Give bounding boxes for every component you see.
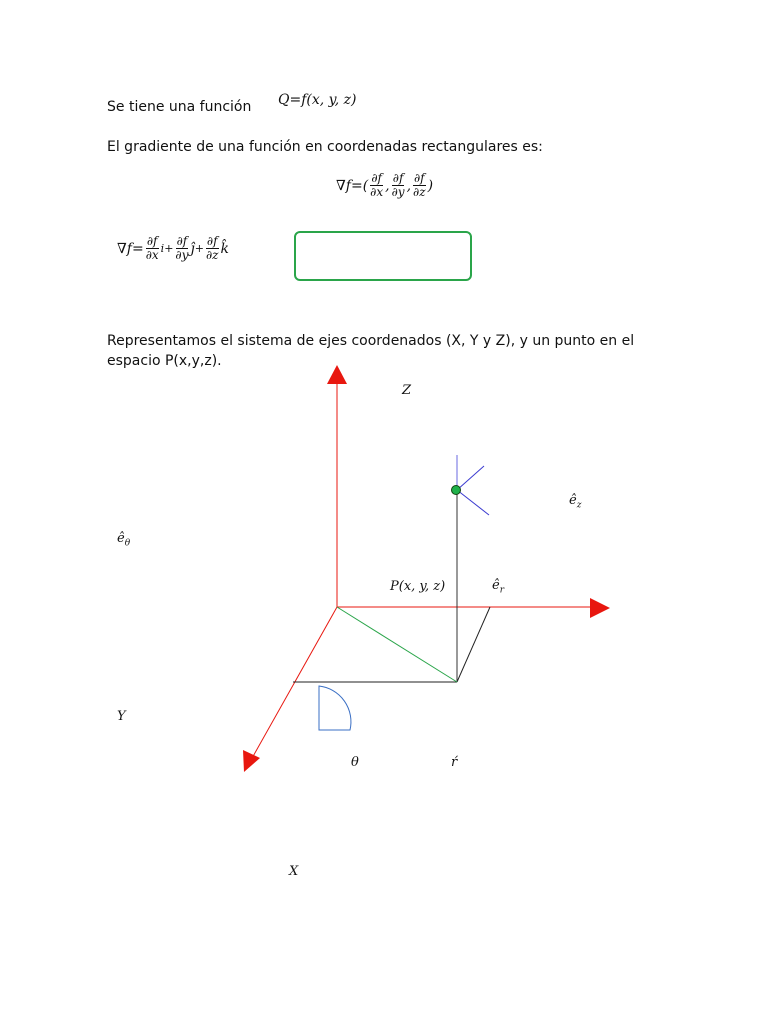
unit-vector-etheta-label (117, 531, 130, 549)
fraction-numerator: ∂f (206, 234, 218, 248)
label-point: P(x, y, z) (390, 579, 446, 594)
fraction-denominator: ∂y (175, 248, 189, 262)
fraction-numerator: ∂f (146, 234, 158, 248)
unit-vector-base: ê (117, 531, 125, 546)
description-line-1: Representamos el sistema de ejes coordenados (X, Y y Z), y un punto en el (107, 333, 635, 349)
fraction-denominator: ∂y (391, 185, 405, 199)
label-theta: θ (351, 755, 359, 770)
unit-vector-base: ê (492, 578, 500, 593)
horizontal-axis-arrowhead (590, 598, 610, 618)
intro-text: Se tiene una función (107, 99, 252, 115)
label-z-axis: Z (402, 383, 412, 398)
gradient-intro-text: El gradiente de una función en coordenadas rectangulares es: (107, 139, 543, 155)
unit-vector-er-label (492, 578, 504, 596)
comma: , (385, 177, 390, 194)
unit-vector-subscript: r (499, 585, 505, 596)
description-line-2: espacio P(x,y,z). (107, 353, 222, 369)
fraction-denominator: ∂z (205, 248, 219, 262)
unit-k: k̂ (220, 240, 229, 257)
plus-sign: + (164, 242, 174, 255)
fraction-denominator: ∂x (145, 248, 159, 262)
gradient-vector-close: ) (427, 177, 434, 194)
theta-arc (319, 686, 351, 730)
fraction-numerator: ∂f (176, 234, 188, 248)
radial-line (337, 607, 457, 682)
label-r: ŕ (451, 755, 458, 770)
unit-vector-up (457, 466, 484, 490)
unit-vector-ez-label (569, 493, 581, 511)
label-x-axis: X (289, 864, 299, 879)
fraction-numerator: ∂f (371, 171, 382, 185)
unit-vector-base: ê (569, 493, 577, 508)
diagonal-axis (251, 607, 337, 760)
fraction-denominator: ∂x (370, 185, 384, 199)
unit-vector-subscript: z (576, 500, 582, 511)
fraction-numerator: ∂f (392, 171, 404, 185)
gradient-vector-lhs: ∇f=( (336, 177, 369, 194)
projection-line-right (457, 607, 490, 682)
z-axis-arrowhead (327, 365, 347, 384)
unit-j: ĵ (190, 240, 195, 257)
plus-sign: + (194, 242, 204, 255)
intro-formula: Q=f(x, y, z) (278, 92, 357, 108)
fraction-denominator: ∂z (413, 185, 426, 199)
unit-vector-down (457, 490, 489, 515)
point-marker (452, 486, 461, 495)
comma: , (406, 177, 412, 194)
diagonal-axis-arrowhead (243, 750, 260, 772)
label-y-axis: Y (117, 709, 126, 724)
fraction-numerator: ∂f (413, 171, 425, 185)
gradient-sum-lhs: ∇f= (117, 240, 144, 257)
unit-i: i (160, 242, 165, 255)
unit-vector-subscript: θ (124, 538, 131, 549)
